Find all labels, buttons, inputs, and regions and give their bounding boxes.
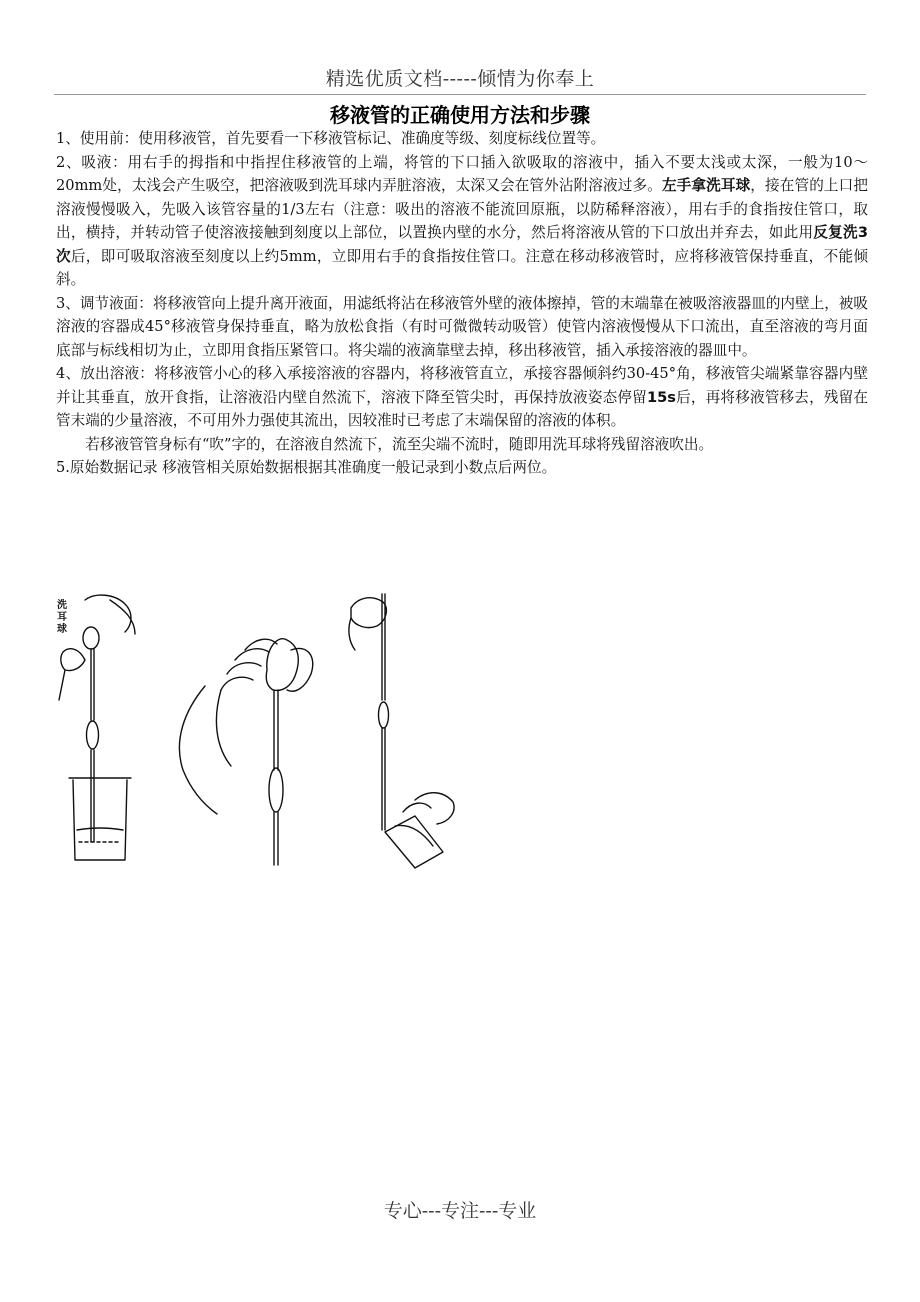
bulb-label-1: 洗 xyxy=(57,600,67,611)
step-4-text-a: 4、放出溶液：将移液管小心的移入承接溶液的容器内，将移液管直立，承接容器倾斜约30-45°角，移液管尖端紧靠容器内壁并让其垂直，放开食指，让溶液沿内壁自然流下，溶液下降至管尖时，再保持放液姿态停留 xyxy=(56,365,868,406)
step-2-text-b: ，接在管的上口把溶液慢慢吸入，先吸入该管容量的1/3左右（注意：吸出的溶液不能流回原瓶，以防稀释溶液），用右手的食指按住管口，取出，横持，并转动管子使溶液接触到刻度以上部位，以置换内壁的水分，然后将溶液从管的下口放出并弃去，如此用 xyxy=(56,177,868,241)
paragraph-step-3: 3、调节液面：将移液管向上提升离开液面，用滤纸将沾在移液管外壁的液体擦掉，管的末端靠在被吸溶液器皿的内壁上，被吸溶液的容器成45°移液管身保持垂直，略为放松食指（有时可微微转动吸管）使管内溶液慢慢从下口流出，直至溶液的弯月面底部与标线相切为止，立即用食指压紧管口。将尖端的液滴靠壁去掉，移出移液管，插入承接溶液的器皿中。 xyxy=(56,294,868,359)
step-2-text-a: 2、吸液：用右手的拇指和中指捏住移液管的上端，将管的下口插入欲吸取的溶液中，插入不要太浅或太深，一般为10～20mm处，太浅会产生吸空，把溶液吸到洗耳球内弄脏溶液，太深又会在管外沾附溶液过多。 xyxy=(56,153,868,194)
header-divider xyxy=(54,94,866,95)
page-footer: 专心---专注---专业 xyxy=(383,1200,537,1222)
step-4-bold-duration: 15s xyxy=(646,388,676,406)
paragraph-step-4 xyxy=(56,362,868,433)
bulb-label-2: 耳 xyxy=(57,612,67,623)
paragraph-step-2 xyxy=(56,151,868,292)
page-header: 精选优质文档-----倾情为你奉上 xyxy=(325,68,595,90)
figure-hand-squeezing-bulb xyxy=(179,639,312,865)
figure-dispense-into-vessel xyxy=(349,594,454,868)
bulb-label-3: 球 xyxy=(57,624,67,635)
step-2-text-c: 后，即可吸取溶液至刻度以上约5mm，立即用右手的食指按住管口。注意在移动移液管时，应将移液管保持垂直，不能倾斜。 xyxy=(56,247,868,288)
pipette-illustration xyxy=(55,590,875,870)
paragraph-step-1: 1、使用前：使用移液管，首先要看一下移液管标记、准确度等级、刻度标线位置等。 xyxy=(56,130,606,147)
step-2-bold-repeat-wash: 反复洗3次 xyxy=(56,224,868,265)
figure-pipette-in-beaker xyxy=(56,595,135,860)
document-title: 移液管的正确使用方法和步骤 xyxy=(330,103,590,127)
paragraph-step-5: 5.原始数据记录 移液管相关原始数据根据其准确度一般记录到小数点后两位。 xyxy=(56,459,557,476)
step-4-text-b: 后，再将移液管移去，残留在管末端的少量溶液，不可用外力强使其流出，因较准时已考虑了末端保留的溶液的体积。 xyxy=(56,388,868,429)
step-2-bold-left-hand: 左手拿洗耳球 xyxy=(661,177,751,194)
paragraph-blow-note: 若移液管管身标有“吹”字的，在溶液自然流下，流至尖端不流时，随即用洗耳球将残留溶液吹出。 xyxy=(85,435,714,453)
document-body xyxy=(56,127,868,480)
